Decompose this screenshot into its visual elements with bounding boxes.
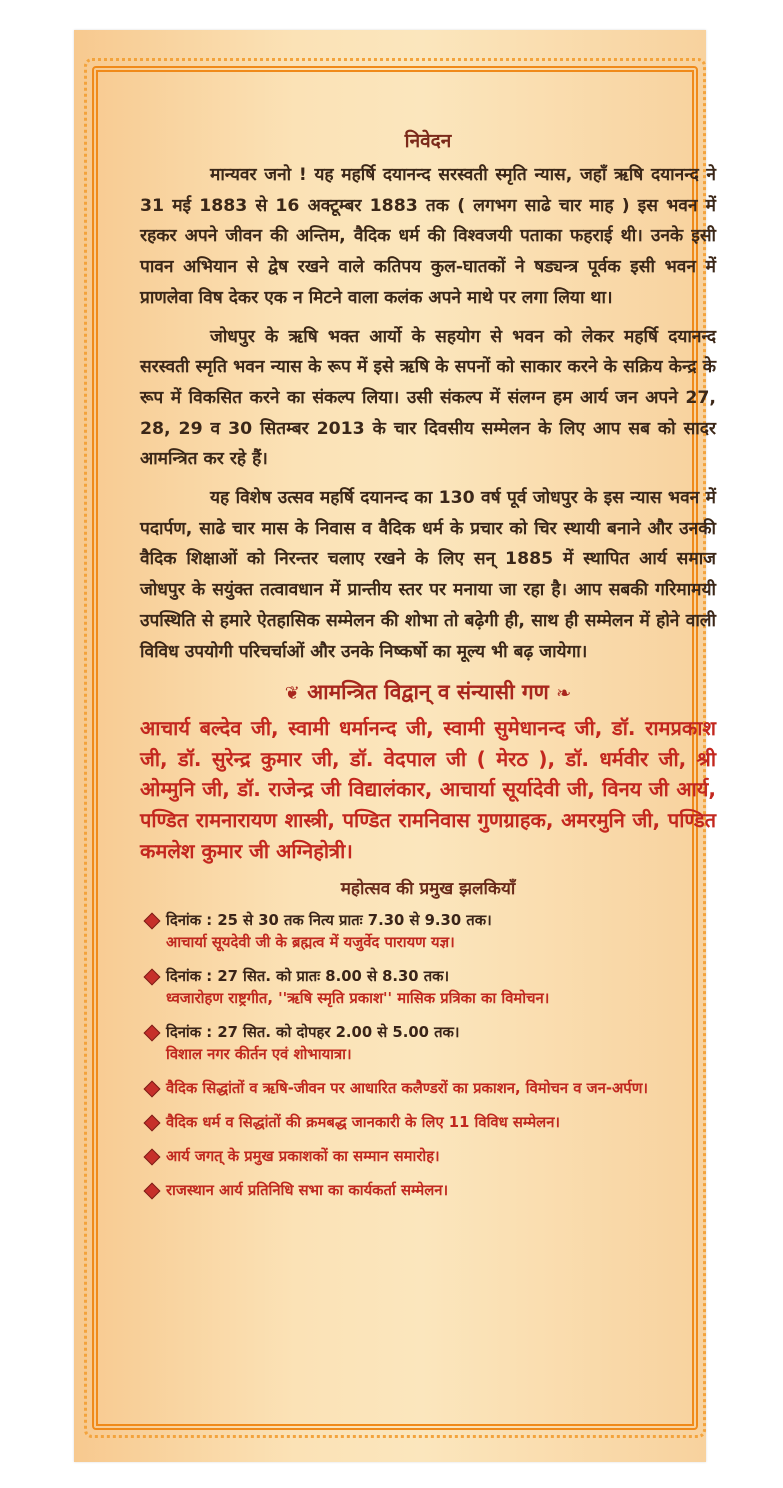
diamond-bullet-icon <box>144 1025 161 1042</box>
guests-title-text: आमन्त्रित विद्वान् व संन्यासी गण <box>307 680 549 705</box>
list-item <box>140 1180 716 1202</box>
paragraph-2-text: जोधपुर के ऋषि भक्त आर्यो के सहयोग से भवन को लेकर महर्षि दयानन्द सरस्वती स्मृति भवन न्यास के रूप में इसे ऋषि के सपनों को साकार करने के सक्रिय केन्द्र के रूप में विकसित करने का संकल्प लिया। उसी संकल्प में संलग्न हम आर्य जन अपने 27, 28, 29 व 30 सितम्बर 2013 के चार दिवसीय सम्मेलन के लिए आप सब को सादर आमन्त्रित कर रहे हैं। <box>140 326 716 470</box>
highlight-text: वैदिक सिद्धांतों व ऋषि-जीवन पर आधारित कलैण्डरों का प्रकाशन, विमोचन व जन-अर्पण। <box>166 1080 649 1098</box>
list-item <box>140 1146 716 1168</box>
paragraph-1-text: मान्यवर जनो ! यह महर्षि दयानन्द सरस्वती स्मृति न्यास, जहाँ ऋषि दयानन्द ने 31 मई 1883 से 16 अक्टूम्बर 1883 तक ( लगभग साढे चार माह ) इस भवन में रहकर अपने जीवन की अन्तिम, वैदिक धर्म की विश्वजयी पताका फहराई थी। उनके इसी पावन अभियान से द्वेष रखने वाले कतिपय कुल-घातकों ने षड्यन्त्र पूर्वक इसी भवन में प्राणलेवा विष देकर एक न मिटने वाला कलंक अपने माथे पर लगा लिया था। <box>140 165 716 308</box>
diamond-bullet-icon <box>144 969 161 986</box>
highlight-date: दिनांक : 27 सित. को दोपहर 2.00 से 5.00 तक। <box>166 1024 460 1042</box>
content-area <box>140 128 716 1214</box>
highlight-text: राजस्थान आर्य प्रतिनिधि सभा का कार्यकर्ता सम्मेलन। <box>166 1182 449 1200</box>
guests-section-title <box>140 675 716 711</box>
left-ornament-icon: ❦ <box>284 683 300 705</box>
highlights-list <box>140 910 716 1202</box>
pamphlet-page <box>74 30 717 1462</box>
highlight-text: वैदिक धर्म व सिद्धांतों की क्रमबद्ध जानकारी के लिए 11 विविध सम्मेलन। <box>166 1114 561 1132</box>
highlight-text: आर्य जगत् के प्रमुख प्रकाशकों का सम्मान समारोह। <box>166 1148 440 1166</box>
list-item <box>140 910 716 954</box>
paragraph-1 <box>140 160 716 314</box>
paragraph-3-text: यह विशेष उत्सव महर्षि दयानन्द का 130 वर्ष पूर्व जोधपुर के इस न्यास भवन में पदार्पण, साढे चार मास के निवास व वैदिक धर्म के प्रचार को चिर स्थायी बनाने और उनकी वैदिक शिक्षाओं को निरन्तर चलाए रखने के लिए सन् 1885 में स्थापित आर्य समाज जोधपुर के सयुंक्त तत्वावधान में प्रान्तीय स्तर पर मनाया जा रहा है। आप सबकी गरिमामयी उपस्थिति से हमारे ऐतहासिक सम्मेलन की शोभा तो बढ़ेगी ही, साथ ही सम्मेलन में होने वाली विविध उपयोगी परिचर्चाओं और उनके निष्कर्षो का मूल्य भी बढ़ जायेगा। <box>140 488 717 662</box>
diamond-bullet-icon <box>144 1149 161 1166</box>
highlight-text: ध्वजारोहण राष्ट्रगीत, ''ऋषि स्मृति प्रकाश'' मासिक प्रत्रिका का विमोचन। <box>166 990 550 1008</box>
diamond-bullet-icon <box>144 1081 161 1098</box>
diamond-bullet-icon <box>144 913 161 930</box>
list-item <box>140 1112 716 1134</box>
highlights-title: महोत्सव की प्रमुख झलकियाँ <box>340 879 516 900</box>
list-item <box>140 966 716 1010</box>
highlight-text: आचार्या सूयदेवी जी के ब्रह्मत्व में यजुर्वेद पारायण यज्ञ। <box>166 934 455 952</box>
highlight-date: दिनांक : 27 सित. को प्रातः 8.00 से 8.30 तक। <box>166 968 450 986</box>
guests-list: आचार्य बल्देव जी, स्वामी धर्मानन्द जी, स्वामी सुमेधानन्द जी, डॉ. रामप्रकाश जी, डॉ. सुरेन्द्र कुमार जी, डॉ. वेदपाल जी ( मेरठ ), डॉ. धर्मवीर जी, श्री ओम्मुनि जी, डॉ. राजेन्द्र जी विद्यालंकार, आचार्या सूर्यादेवी जी, विनय जी आर्य, पण्डित रामनारायण शास्त्री, पण्डित रामनिवास गुणग्राहक, अमरमुनि जी, पण्डित कमलेश कुमार जी अग्निहोत्री। <box>140 716 716 863</box>
diamond-bullet-icon <box>144 1183 161 1200</box>
paragraph-3 <box>140 483 716 667</box>
highlight-date: दिनांक : 25 से 30 तक नित्य प्रातः 7.30 से 9.30 तक। <box>166 912 492 930</box>
diamond-bullet-icon <box>144 1115 161 1132</box>
highlight-text: विशाल नगर कीर्तन एवं शोभायात्रा। <box>166 1046 352 1064</box>
right-ornament-icon: ❧ <box>556 683 572 705</box>
list-item <box>140 1078 716 1100</box>
list-item <box>140 1022 716 1066</box>
page-title: निवेदन <box>404 130 452 152</box>
paragraph-2 <box>140 322 716 476</box>
